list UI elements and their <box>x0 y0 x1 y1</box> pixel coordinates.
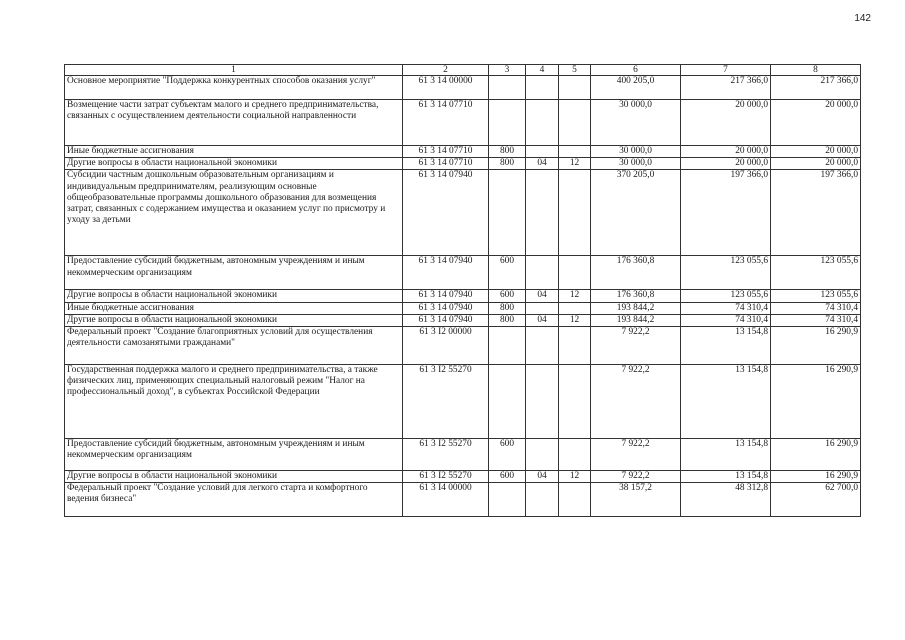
row-name: Другие вопросы в области национальной экономики <box>65 314 403 326</box>
row-code: 61 3 14 07940 <box>403 170 489 256</box>
row-col5 <box>559 76 591 100</box>
row-value-8: 62 700,0 <box>771 483 861 517</box>
row-code: 61 3 14 07710 <box>403 158 489 170</box>
table-row <box>65 439 861 471</box>
table-row <box>65 170 861 256</box>
row-col5 <box>559 365 591 439</box>
row-value-6: 7 922,2 <box>591 471 681 483</box>
row-value-7: 74 310,4 <box>681 314 771 326</box>
row-code: 61 3 14 07710 <box>403 100 489 146</box>
row-value-6: 38 157,2 <box>591 483 681 517</box>
row-col5 <box>559 483 591 517</box>
table-row <box>65 290 861 302</box>
row-name: Возмещение части затрат субъектам малого и среднего предпринимательства, связанных с осуществлением деятельности социальной направленности <box>65 100 403 146</box>
row-code: 61 3 I2 00000 <box>403 327 489 365</box>
row-value-8: 123 055,6 <box>771 290 861 302</box>
row-col5 <box>559 327 591 365</box>
row-code: 61 3 I4 00000 <box>403 483 489 517</box>
row-col3: 600 <box>489 439 526 471</box>
row-value-6: 400 205,0 <box>591 76 681 100</box>
row-value-6: 30 000,0 <box>591 146 681 158</box>
row-name: Предоставление субсидий бюджетным, автономным учреждениям и иным некоммерческим организациям <box>65 439 403 471</box>
row-value-6: 30 000,0 <box>591 158 681 170</box>
row-value-6: 7 922,2 <box>591 327 681 365</box>
row-value-8: 74 310,4 <box>771 302 861 314</box>
row-name: Другие вопросы в области национальной экономики <box>65 290 403 302</box>
row-code: 61 3 14 07940 <box>403 302 489 314</box>
row-value-8: 20 000,0 <box>771 158 861 170</box>
header-cell: 6 <box>591 65 681 76</box>
row-value-7: 123 055,6 <box>681 256 771 290</box>
row-col3: 800 <box>489 146 526 158</box>
row-value-8: 123 055,6 <box>771 256 861 290</box>
row-name: Федеральный проект "Создание условий для легкого старта и комфортного ведения бизнеса" <box>65 483 403 517</box>
row-col4 <box>526 76 559 100</box>
row-code: 61 3 14 07940 <box>403 256 489 290</box>
row-value-7: 217 366,0 <box>681 76 771 100</box>
row-value-7: 123 055,6 <box>681 290 771 302</box>
header-cell: 7 <box>681 65 771 76</box>
row-name: Субсидии частным дошкольным образовательным организациям и индивидуальным предпринимателям, реализующим основные общеобразовательные программы дошкольного образования для возмещения затрат, связанных с содержанием имущества и оказанием услуг по присмотру и уходу за детьми <box>65 170 403 256</box>
row-col5: 12 <box>559 158 591 170</box>
header-cell: 8 <box>771 65 861 76</box>
row-name: Предоставление субсидий бюджетным, автономным учреждениям и иным некоммерческим организациям <box>65 256 403 290</box>
header-cell: 3 <box>489 65 526 76</box>
row-col4: 04 <box>526 290 559 302</box>
header-cell: 4 <box>526 65 559 76</box>
row-name: Другие вопросы в области национальной экономики <box>65 471 403 483</box>
header-cell: 2 <box>403 65 489 76</box>
row-code: 61 3 14 07940 <box>403 290 489 302</box>
table-row <box>65 327 861 365</box>
row-col4 <box>526 302 559 314</box>
header-cell: 1 <box>65 65 403 76</box>
row-col3 <box>489 76 526 100</box>
row-name: Другие вопросы в области национальной экономики <box>65 158 403 170</box>
row-col4: 04 <box>526 471 559 483</box>
table-row <box>65 483 861 517</box>
row-value-6: 193 844,2 <box>591 302 681 314</box>
row-col3: 800 <box>489 158 526 170</box>
row-col5: 12 <box>559 471 591 483</box>
row-col4 <box>526 146 559 158</box>
row-value-8: 20 000,0 <box>771 146 861 158</box>
row-col4 <box>526 170 559 256</box>
table-row <box>65 471 861 483</box>
row-col4 <box>526 256 559 290</box>
row-name: Основное мероприятие "Поддержка конкурентных способов оказания услуг" <box>65 76 403 100</box>
row-col4 <box>526 439 559 471</box>
row-col3 <box>489 483 526 517</box>
row-value-7: 20 000,0 <box>681 158 771 170</box>
row-col3: 800 <box>489 302 526 314</box>
row-name: Иные бюджетные ассигнования <box>65 146 403 158</box>
row-col5 <box>559 146 591 158</box>
row-value-7: 197 366,0 <box>681 170 771 256</box>
row-col3 <box>489 365 526 439</box>
row-col4 <box>526 327 559 365</box>
table-row <box>65 146 861 158</box>
table-row <box>65 158 861 170</box>
row-value-8: 20 000,0 <box>771 100 861 146</box>
row-value-8: 16 290,9 <box>771 365 861 439</box>
row-name: Государственная поддержка малого и среднего предпринимательства, а также физических лиц, применяющих специальный налоговый режим "Налог на профессиональный доход", в субъектах Российской Федерации <box>65 365 403 439</box>
row-value-8: 217 366,0 <box>771 76 861 100</box>
row-col4 <box>526 100 559 146</box>
row-col5 <box>559 170 591 256</box>
row-value-7: 13 154,8 <box>681 439 771 471</box>
row-value-6: 370 205,0 <box>591 170 681 256</box>
row-value-8: 197 366,0 <box>771 170 861 256</box>
row-col3: 600 <box>489 471 526 483</box>
row-value-6: 176 360,8 <box>591 290 681 302</box>
row-col5 <box>559 439 591 471</box>
row-value-8: 16 290,9 <box>771 439 861 471</box>
row-name: Иные бюджетные ассигнования <box>65 302 403 314</box>
row-value-6: 30 000,0 <box>591 100 681 146</box>
row-col3: 600 <box>489 256 526 290</box>
row-value-8: 74 310,4 <box>771 314 861 326</box>
row-code: 61 3 I2 55270 <box>403 471 489 483</box>
row-col3: 600 <box>489 290 526 302</box>
table-row <box>65 365 861 439</box>
row-col3: 800 <box>489 314 526 326</box>
row-code: 61 3 I2 55270 <box>403 439 489 471</box>
row-col4 <box>526 483 559 517</box>
row-code: 61 3 14 07940 <box>403 314 489 326</box>
row-code: 61 3 I2 55270 <box>403 365 489 439</box>
row-value-7: 13 154,8 <box>681 327 771 365</box>
budget-table <box>64 64 861 517</box>
table-row <box>65 302 861 314</box>
row-value-7: 48 312,8 <box>681 483 771 517</box>
table-row <box>65 100 861 146</box>
row-col5 <box>559 256 591 290</box>
row-col5 <box>559 100 591 146</box>
row-col4: 04 <box>526 314 559 326</box>
row-code: 61 3 14 00000 <box>403 76 489 100</box>
table-row <box>65 314 861 326</box>
row-value-7: 74 310,4 <box>681 302 771 314</box>
row-value-7: 13 154,8 <box>681 471 771 483</box>
row-value-6: 193 844,2 <box>591 314 681 326</box>
row-col3 <box>489 100 526 146</box>
row-value-6: 7 922,2 <box>591 365 681 439</box>
row-value-6: 176 360,8 <box>591 256 681 290</box>
row-col5: 12 <box>559 290 591 302</box>
table-row <box>65 76 861 100</box>
row-value-7: 20 000,0 <box>681 146 771 158</box>
row-value-8: 16 290,9 <box>771 327 861 365</box>
row-col3 <box>489 327 526 365</box>
row-value-7: 13 154,8 <box>681 365 771 439</box>
table-row <box>65 256 861 290</box>
row-col4 <box>526 365 559 439</box>
header-cell: 5 <box>559 65 591 76</box>
row-col4: 04 <box>526 158 559 170</box>
row-col5 <box>559 302 591 314</box>
row-name: Федеральный проект "Создание благоприятных условий для осуществления деятельности самозанятыми гражданами" <box>65 327 403 365</box>
row-col3 <box>489 170 526 256</box>
page-number: 142 <box>854 13 871 24</box>
row-col5: 12 <box>559 314 591 326</box>
row-value-6: 7 922,2 <box>591 439 681 471</box>
table-header-row <box>65 65 861 76</box>
row-value-8: 16 290,9 <box>771 471 861 483</box>
row-code: 61 3 14 07710 <box>403 146 489 158</box>
row-value-7: 20 000,0 <box>681 100 771 146</box>
